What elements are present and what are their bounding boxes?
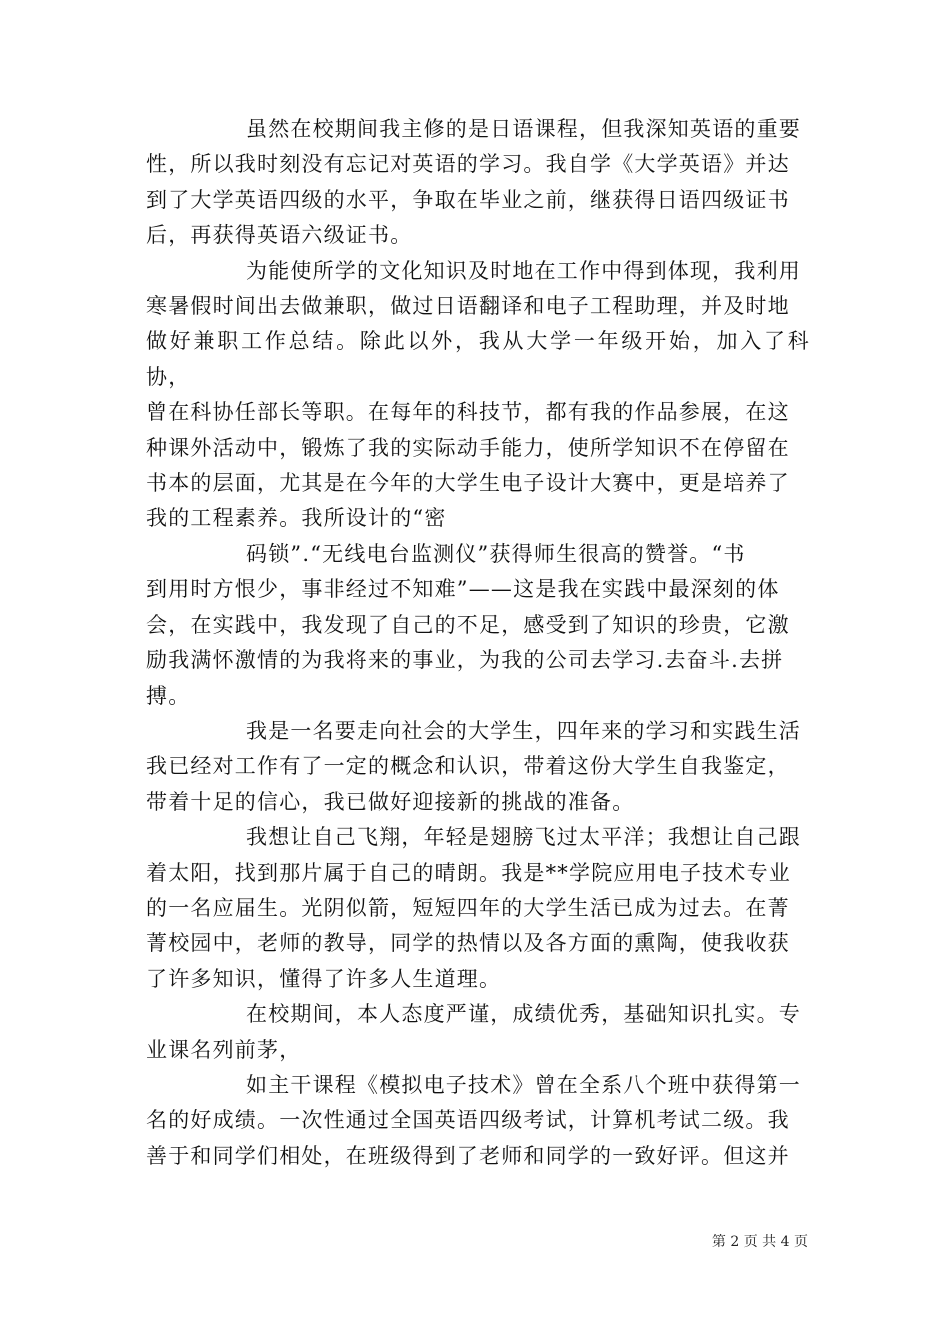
document-body xyxy=(146,112,810,1174)
page-number-footer: 第 2 页 共 4 页 xyxy=(711,1234,808,1250)
paragraph-achievements: 如主干课程《模拟电子技术》曾在全系八个班中获得第一 名的好成绩。一次性通过全国英语四级考试，计算机考试二级。我 善于和同学们相处，在班级得到了老师和同学的一致好评。但这并 xyxy=(146,1072,801,1168)
paragraph-academic-attitude: 在校期间，本人态度严谨，成绩优秀，基础知识扎实。专 业课名列前茅， xyxy=(146,1002,801,1062)
paragraph-ready-for-society: 我是一名要走向社会的大学生，四年来的学习和实践生活 我已经对工作有了一定的概念和认识，带着这份大学生自我鉴定， 带着十足的信心，我已做好迎接新的挑战的准备。 xyxy=(146,718,801,814)
paragraph-practice-reflection: 码锁”.“无线电台监测仪”获得师生很高的赞誉。“书 到用时方恨少，事非经过不知难”——这是我在实践中最深刻的体 会，在实践中，我发现了自己的不足，感受到了知识的珍贵，它激 励我满怀激情的为我将来的事业，为我的公司去学习.去奋斗.去拼 搏。 xyxy=(146,541,790,708)
paragraph-english-study: 虽然在校期间我主修的是日语课程，但我深知英语的重要 性，所以我时刻没有忘记对英语的学习。我自学《大学英语》并达 到了大学英语四级的水平，争取在毕业之前，继获得日语四级证书 后，再获得英语六级证书。 xyxy=(146,117,801,248)
paragraph-self-introduction: 我想让自己飞翔，年轻是翅膀飞过太平洋；我想让自己跟 着太阳，找到那片属于自己的晴朗。我是**学院应用电子技术专业 的一名应届生。光阴似箭，短短四年的大学生活已成为过去。在菁 菁校园中，老师的教导，同学的热情以及各方面的熏陶，使我收获 了许多知识，懂得了许多人生道理。 xyxy=(146,825,801,991)
paragraph-part-time-work: 为能使所学的文化知识及时地在工作中得到体现，我利用 寒暑假时间出去做兼职，做过日语翻译和电子工程助理，并及时地 做好兼职工作总结。除此以外，我从大学一年级开始，加入了科协， 曾在科协任部长等职。在每年的科技节，都有我的作品参展，在这 种课外活动中，锻炼了我的实际动手能力，使所学知识不在停留在 书本的层面，尤其是在今年的大学生电子设计大赛中，更是培养了 我的工程素养。我所设计的“密 xyxy=(146,258,810,531)
